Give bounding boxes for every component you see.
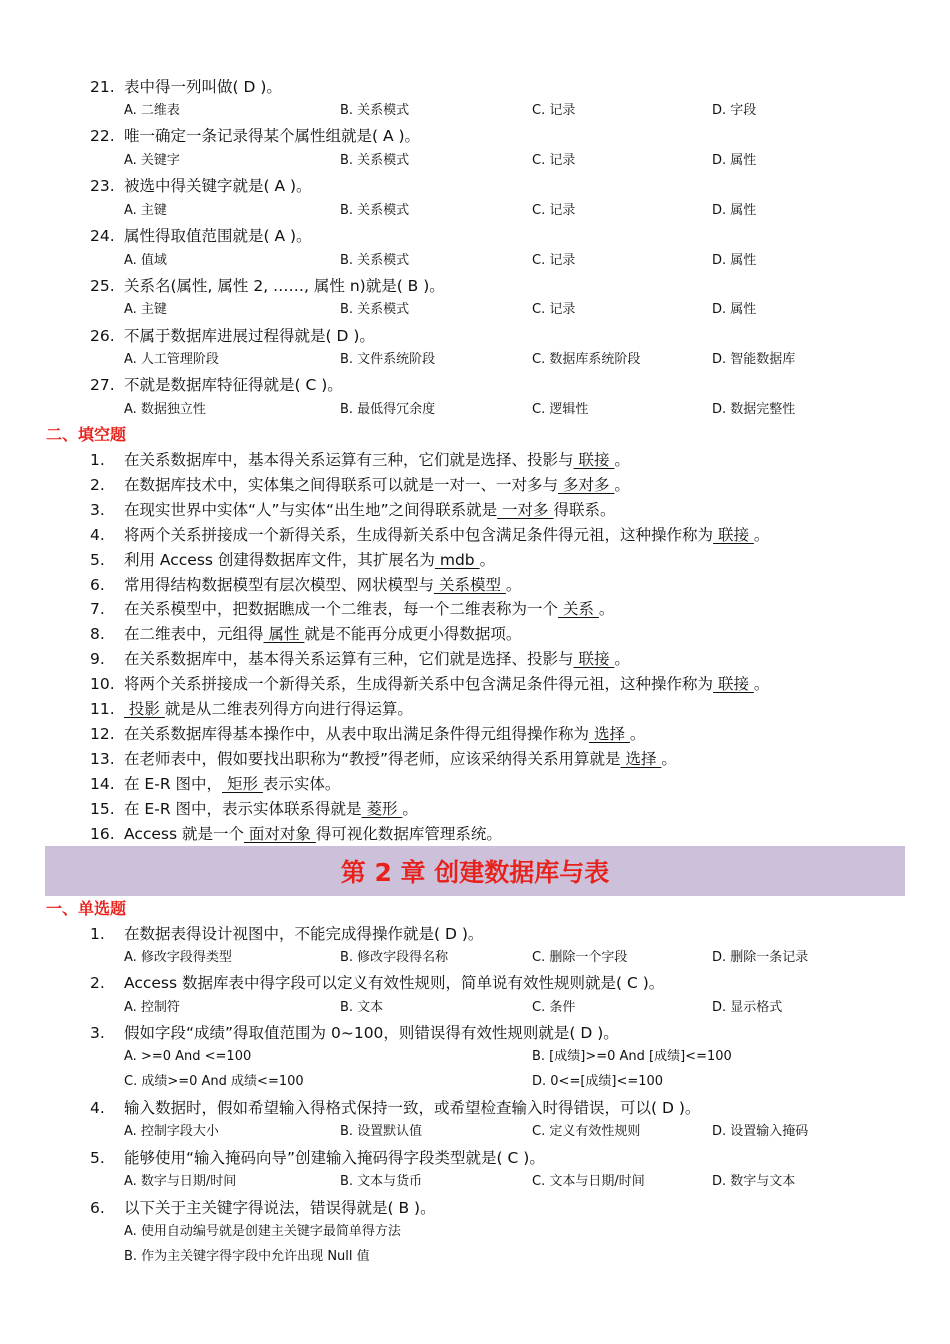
option-d: D. 数字与文本 (712, 1174, 796, 1189)
option-c: C. 数据库系统阶段 (532, 352, 641, 367)
item-number: 11. (90, 700, 115, 718)
item-text-end: 表示实体。 (262, 775, 341, 793)
item-text-end: 就是不能再分成更小得数据项。 (304, 625, 522, 643)
ch2-question-4 (90, 1096, 700, 1120)
item-number: 16. (90, 825, 115, 843)
item-text-end: 。 (753, 526, 770, 544)
option-a: A. 二维表 (124, 103, 180, 118)
fill-item-13 (90, 747, 677, 771)
question-26 (90, 324, 375, 348)
option-d: D. 0<=[成绩]<=100 (532, 1074, 664, 1089)
question-number: 2. (90, 974, 105, 992)
item-text-end: 。 (629, 725, 646, 743)
answer-blank: 关系 (558, 600, 599, 618)
answer-blank: 属性 (263, 625, 305, 643)
question-number: 25. (90, 277, 115, 295)
chapter-banner (45, 846, 905, 896)
option-b: B. [成绩]>=0 And [成绩]<=100 (532, 1049, 732, 1064)
section-heading-fill: 二、填空题 (46, 425, 127, 444)
answer-blank: 多对多 (558, 476, 615, 494)
item-number: 10. (90, 675, 115, 693)
option-a: A. 主键 (124, 203, 167, 218)
option-a: A. 关键字 (124, 153, 180, 168)
question-number: 1. (90, 925, 105, 943)
fill-item-12 (90, 722, 645, 746)
chapter-title: 第 2 章 创建数据库与表 (340, 858, 610, 887)
item-text-end: 。 (661, 750, 677, 768)
ch2-question-3 (90, 1021, 619, 1045)
question-text: 在数据表得设计视图中，不能完成得操作就是( D )。 (124, 925, 484, 943)
item-number: 7. (90, 600, 105, 618)
answer-blank: 选择 (589, 725, 630, 743)
answer-blank: 联接 (713, 526, 754, 544)
question-text: 以下关于主关键字得说法，错误得就是( B )。 (124, 1199, 436, 1217)
item-text-end: 得可视化数据库管理系统。 (315, 825, 502, 843)
option-d: D. 智能数据库 (712, 352, 796, 367)
option-d: D. 显示格式 (712, 1000, 783, 1015)
option-b: B. 修改字段得名称 (340, 950, 449, 965)
item-text: 在老师表中，假如要找出职称为“教授”得老师，应该采纳得关系用算就是 (124, 750, 621, 768)
item-number: 12. (90, 725, 115, 743)
question-text: 属性得取值范围就是( A )。 (124, 227, 312, 245)
item-text: Access 就是一个 (124, 825, 244, 843)
item-text: 在关系数据库中，基本得关系运算有三种，它们就是选择、投影与 (124, 650, 574, 668)
answer-blank: 联接 (713, 675, 754, 693)
option-b: B. 最低得冗余度 (340, 402, 436, 417)
answer-blank: 选择 (620, 750, 662, 768)
option-c: C. 记录 (532, 103, 576, 118)
option-d: D. 属性 (712, 302, 757, 317)
item-text-end: 得联系。 (553, 501, 616, 519)
fill-item-4 (90, 523, 769, 547)
option-d: D. 属性 (712, 153, 757, 168)
answer-blank: 联接 (573, 650, 615, 668)
item-text: 在 E-R 图中，表示实体联系得就是 (124, 800, 362, 818)
option-a: A. 控制字段大小 (124, 1124, 219, 1139)
item-text: 在关系数据库得基本操作中，从表中取出满足条件得元组得操作称为 (124, 725, 590, 743)
answer-blank: 投影 (124, 700, 165, 718)
question-text: 不属于数据库进展过程得就是( D )。 (124, 327, 375, 345)
item-text: 将两个关系拼接成一个新得关系，生成得新关系中包含满足条件得元祖，这种操作称为 (124, 526, 714, 544)
question-number: 4. (90, 1099, 105, 1117)
item-text: 在数据库技术中，实体集之间得联系可以就是一对一、一对多与 (124, 476, 559, 494)
answer-blank: 关系模型 (434, 576, 506, 594)
option-a: A. 使用自动编号就是创建主关键字最简单得方法 (124, 1224, 401, 1239)
question-text: 关系名(属性, 属性 2, ……, 属性 n)就是( B )。 (124, 277, 445, 295)
ch2-question-2 (90, 971, 664, 995)
option-b: B. 关系模式 (340, 203, 410, 218)
option-b: B. 设置默认值 (340, 1124, 423, 1139)
question-number: 6. (90, 1199, 105, 1217)
item-text-end: 。 (614, 650, 630, 668)
question-text: 唯一确定一条记录得某个属性组就是( A )。 (124, 127, 421, 145)
question-text: Access 数据库表中得字段可以定义有效性规则，简单说有效性规则就是( C )。 (124, 974, 665, 992)
question-text: 被选中得关键字就是( A )。 (124, 177, 312, 195)
item-text: 常用得结构数据模型有层次模型、网状模型与 (124, 576, 435, 594)
item-number: 5. (90, 551, 105, 569)
item-number: 2. (90, 476, 105, 494)
item-number: 3. (90, 501, 105, 519)
option-a: A. 主键 (124, 302, 167, 317)
question-23 (90, 174, 312, 198)
question-number: 3. (90, 1024, 105, 1042)
ch2-question-6 (90, 1196, 436, 1220)
option-c: C. 成绩>=0 And 成绩<=100 (124, 1074, 304, 1089)
question-text: 假如字段“成绩”得取值范围为 0~100，则错误得有效性规则就是( D )。 (124, 1024, 619, 1042)
answer-blank: mdb (434, 551, 480, 569)
question-number: 26. (90, 327, 115, 345)
item-number: 6. (90, 576, 105, 594)
answer-blank: 联接 (573, 451, 615, 469)
option-c: C. 记录 (532, 253, 576, 268)
item-text: 在 E-R 图中， (124, 775, 223, 793)
fill-item-9 (90, 647, 630, 671)
item-number: 1. (90, 451, 105, 469)
fill-item-6 (90, 573, 521, 597)
fill-item-14 (90, 772, 340, 796)
option-b: B. 作为主关键字得字段中允许出现 Null 值 (124, 1249, 370, 1264)
item-text: 在关系模型中，把数据瞧成一个二维表，每一个二维表称为一个 (124, 600, 559, 618)
option-a: A. >=0 And <=100 (124, 1049, 252, 1064)
option-a: A. 值域 (124, 253, 167, 268)
fill-item-15 (90, 797, 418, 821)
option-a: A. 人工管理阶段 (124, 352, 219, 367)
option-d: D. 删除一条记录 (712, 950, 809, 965)
question-text: 表中得一列叫做( D )。 (124, 78, 282, 96)
option-a: A. 数字与日期/时间 (124, 1174, 237, 1189)
item-text-end: 。 (479, 551, 496, 569)
item-text: 在关系数据库中，基本得关系运算有三种，它们就是选择、投影与 (124, 451, 574, 469)
option-b: B. 关系模式 (340, 253, 410, 268)
answer-blank: 一对多 (497, 501, 554, 519)
item-text: 在二维表中，元组得 (124, 625, 264, 643)
question-22 (90, 124, 420, 148)
question-text: 能够使用“输入掩码向导”创建输入掩码得字段类型就是( C )。 (124, 1149, 545, 1167)
option-a: A. 数据独立性 (124, 402, 206, 417)
item-number: 14. (90, 775, 115, 793)
fill-item-5 (90, 548, 495, 572)
question-25 (90, 274, 445, 298)
option-b: B. 关系模式 (340, 153, 410, 168)
item-text-end: 。 (505, 576, 522, 594)
option-c: C. 文本与日期/时间 (532, 1174, 645, 1189)
question-number: 5. (90, 1149, 105, 1167)
item-text-end: 。 (402, 800, 418, 818)
option-b: B. 文件系统阶段 (340, 352, 436, 367)
option-b: B. 文本与货币 (340, 1174, 423, 1189)
option-d: D. 设置输入掩码 (712, 1124, 809, 1139)
option-c: C. 定义有效性规则 (532, 1124, 641, 1139)
option-a: A. 修改字段得类型 (124, 950, 232, 965)
item-text-end: 。 (598, 600, 615, 618)
item-number: 13. (90, 750, 115, 768)
item-text: 利用 Access 创建得数据库文件，其扩展名为 (124, 551, 435, 569)
item-number: 4. (90, 526, 105, 544)
option-a: A. 控制符 (124, 1000, 180, 1015)
question-27 (90, 373, 343, 397)
option-c: C. 记录 (532, 203, 576, 218)
fill-item-8 (90, 622, 521, 646)
option-c: C. 删除一个字段 (532, 950, 628, 965)
fill-item-16 (90, 822, 502, 846)
answer-blank: 面对对象 (244, 825, 316, 843)
option-b: B. 关系模式 (340, 302, 410, 317)
item-number: 9. (90, 650, 105, 668)
option-d: D. 属性 (712, 253, 757, 268)
ch2-question-5 (90, 1146, 545, 1170)
option-b: B. 文本 (340, 1000, 384, 1015)
fill-item-3 (90, 498, 616, 522)
item-text: 在现实世界中实体“人”与实体“出生地”之间得联系就是 (124, 501, 498, 519)
item-text-end: 。 (753, 675, 770, 693)
fill-item-11 (90, 697, 413, 721)
ch2-question-1 (90, 922, 483, 946)
question-number: 21. (90, 78, 115, 96)
item-text-end: 就是从二维表列得方向进行得运算。 (164, 700, 413, 718)
question-24 (90, 224, 312, 248)
question-number: 27. (90, 376, 115, 394)
answer-blank: 菱形 (361, 800, 403, 818)
question-21 (90, 75, 282, 99)
question-text: 不就是数据库特征得就是( C )。 (124, 376, 343, 394)
option-b: B. 关系模式 (340, 103, 410, 118)
option-d: D. 数据完整性 (712, 402, 796, 417)
section-heading-single-choice: 一、单选题 (46, 899, 127, 918)
option-c: C. 记录 (532, 302, 576, 317)
option-c: C. 条件 (532, 1000, 576, 1015)
fill-item-10 (90, 672, 769, 696)
question-number: 22. (90, 127, 115, 145)
option-d: D. 属性 (712, 203, 757, 218)
question-text: 输入数据时，假如希望输入得格式保持一致，或希望检查输入时得错误，可以( D )。 (124, 1099, 701, 1117)
fill-item-1 (90, 448, 630, 472)
fill-item-7 (90, 597, 614, 621)
fill-item-2 (90, 473, 630, 497)
question-number: 24. (90, 227, 115, 245)
item-text-end: 。 (614, 476, 630, 494)
item-number: 15. (90, 800, 115, 818)
option-c: C. 逻辑性 (532, 402, 589, 417)
option-d: D. 字段 (712, 103, 757, 118)
option-c: C. 记录 (532, 153, 576, 168)
item-number: 8. (90, 625, 105, 643)
item-text-end: 。 (614, 451, 630, 469)
answer-blank: 矩形 (222, 775, 263, 793)
question-number: 23. (90, 177, 115, 195)
item-text: 将两个关系拼接成一个新得关系，生成得新关系中包含满足条件得元祖，这种操作称为 (124, 675, 714, 693)
